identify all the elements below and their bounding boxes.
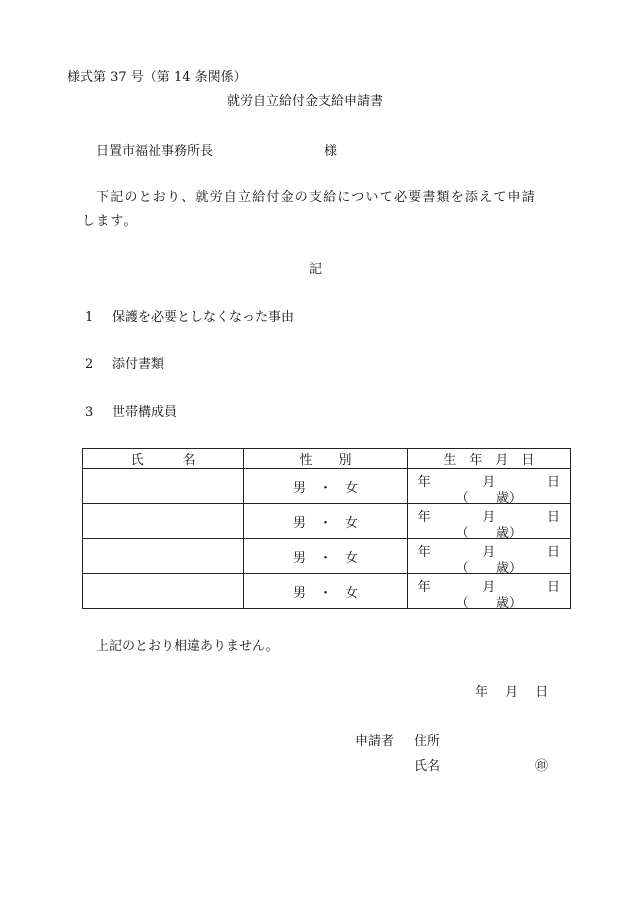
header-dob: 生 年 月 日 bbox=[407, 449, 570, 469]
age-label: 歳） bbox=[495, 561, 522, 576]
ki-heading: 記 bbox=[309, 262, 323, 277]
item-household-label: 世帯構成員 bbox=[112, 405, 178, 420]
date-line[interactable]: 年 月 日 bbox=[475, 685, 549, 700]
dob-cell[interactable] bbox=[407, 539, 570, 574]
item-number: 1 bbox=[85, 310, 94, 325]
body-text-line-2: します。 bbox=[82, 214, 138, 229]
sex-cell[interactable]: 男 ・ 女 bbox=[244, 539, 407, 574]
year-label: 年 bbox=[417, 580, 431, 595]
item-number: 3 bbox=[85, 405, 94, 420]
form-number: 様式第 37 号（第 14 条関係） bbox=[67, 70, 247, 85]
body-text-line-1: 下記のとおり、就労自立給付金の支給について必要書類を添えて申請 bbox=[96, 190, 536, 205]
age-open-paren: （ bbox=[455, 596, 469, 611]
seal-mark: ㊞ bbox=[535, 759, 549, 774]
age-open-paren: （ bbox=[455, 561, 469, 576]
sex-cell[interactable]: 男 ・ 女 bbox=[244, 574, 407, 609]
item-reason-label: 保護を必要としなくなった事由 bbox=[112, 310, 295, 325]
household-members-table bbox=[82, 448, 571, 609]
day-label: 日 bbox=[546, 475, 560, 490]
confirmation-text: 上記のとおり相違ありません。 bbox=[96, 639, 279, 654]
addressee: 日置市福祉事務所長 bbox=[96, 144, 214, 159]
applicant-label: 申請者 bbox=[355, 734, 395, 749]
day-label: 日 bbox=[546, 580, 560, 595]
item-number: 2 bbox=[85, 357, 94, 372]
table-row bbox=[83, 539, 571, 574]
age-open-paren: （ bbox=[455, 491, 469, 506]
day-label: 日 bbox=[546, 545, 560, 560]
dob-cell[interactable] bbox=[407, 469, 570, 504]
month-label: 月 bbox=[482, 475, 496, 490]
age-label: 歳） bbox=[495, 491, 522, 506]
table-row bbox=[83, 469, 571, 504]
addressee-honorific: 様 bbox=[324, 144, 338, 159]
name-cell[interactable] bbox=[83, 539, 244, 574]
dob-cell[interactable] bbox=[407, 504, 570, 539]
year-label: 年 bbox=[417, 510, 431, 525]
address-label: 住所 bbox=[414, 734, 441, 749]
table-row bbox=[83, 574, 571, 609]
sex-cell[interactable]: 男 ・ 女 bbox=[244, 504, 407, 539]
month-label: 月 bbox=[482, 545, 496, 560]
name-label: 氏名 bbox=[414, 759, 441, 774]
age-label: 歳） bbox=[495, 526, 522, 541]
document-title: 就労自立給付金支給申請書 bbox=[227, 94, 384, 109]
year-label: 年 bbox=[417, 475, 431, 490]
day-label: 日 bbox=[546, 510, 560, 525]
table-header-row bbox=[83, 449, 571, 469]
month-label: 月 bbox=[482, 580, 496, 595]
month-label: 月 bbox=[482, 510, 496, 525]
name-cell[interactable] bbox=[83, 504, 244, 539]
year-label: 年 bbox=[417, 545, 431, 560]
age-label: 歳） bbox=[495, 596, 522, 611]
dob-cell[interactable] bbox=[407, 574, 570, 609]
name-cell[interactable] bbox=[83, 469, 244, 504]
item-attachments-label: 添付書類 bbox=[112, 357, 165, 372]
table-row bbox=[83, 504, 571, 539]
sex-cell[interactable]: 男 ・ 女 bbox=[244, 469, 407, 504]
header-name: 氏 名 bbox=[83, 449, 244, 469]
name-cell[interactable] bbox=[83, 574, 244, 609]
age-open-paren: （ bbox=[455, 526, 469, 541]
header-sex: 性 別 bbox=[244, 449, 407, 469]
